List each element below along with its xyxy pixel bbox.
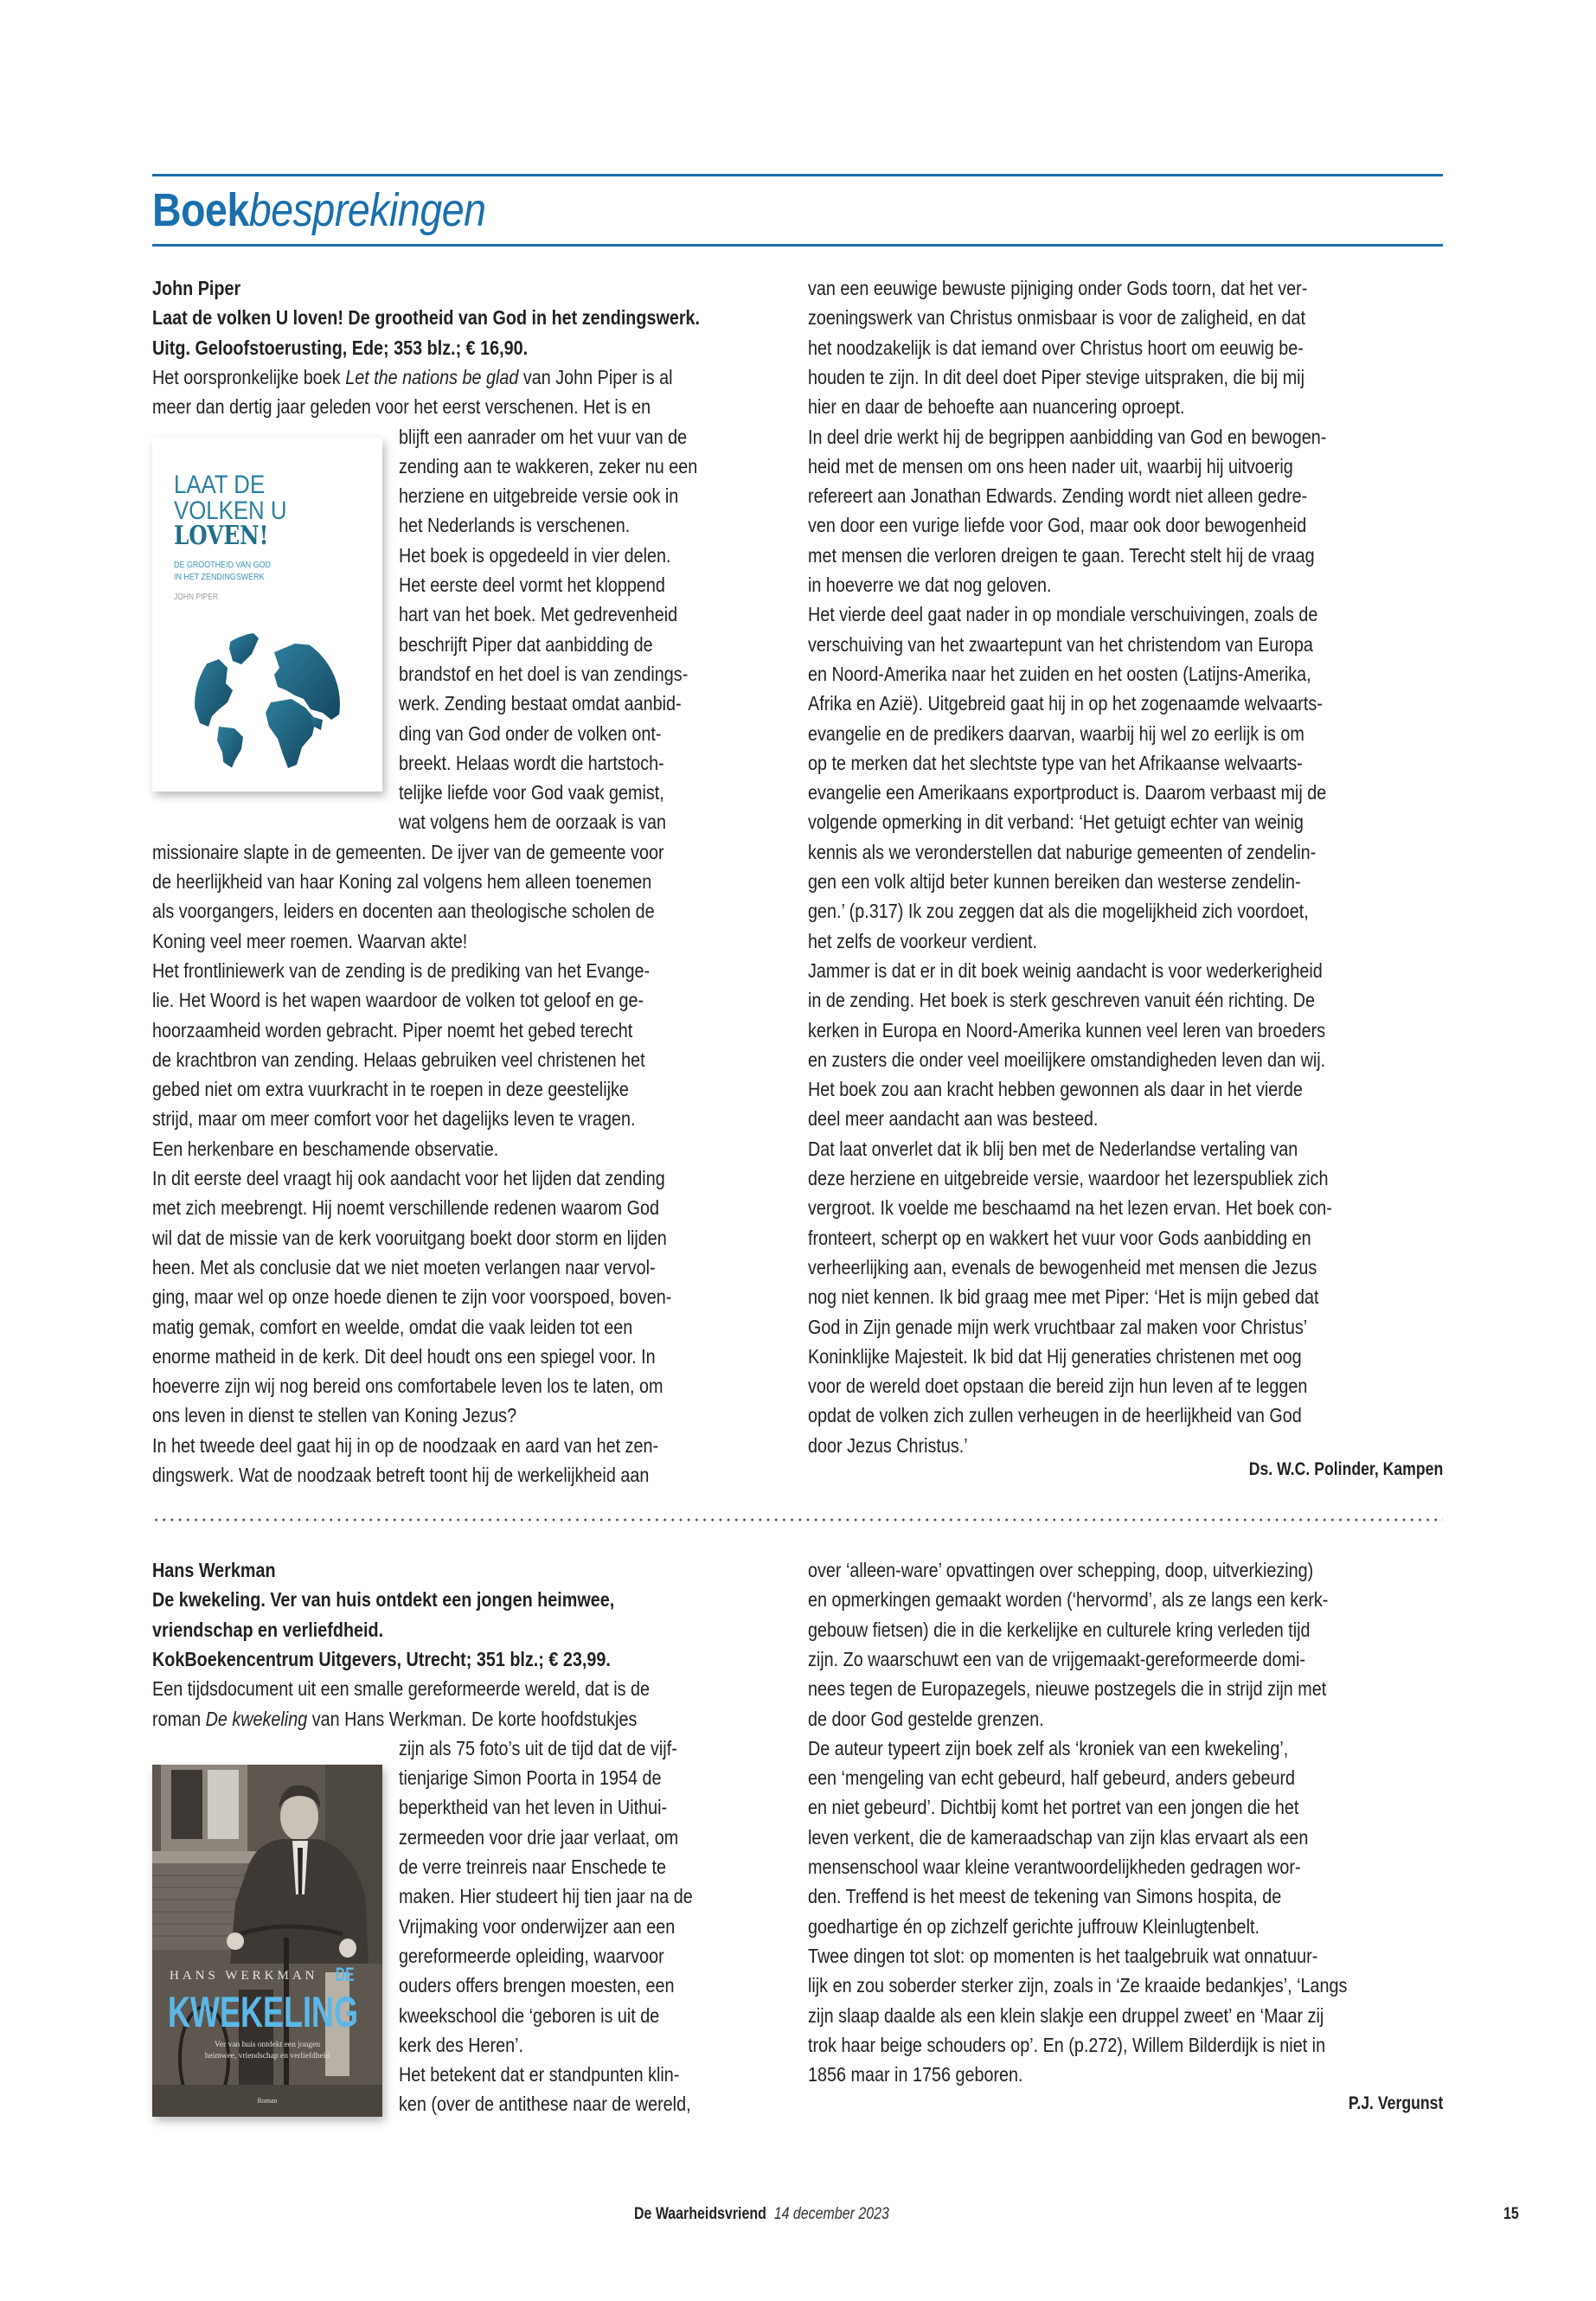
body-text-line: 1856 maar in 1756 geboren. — [808, 2063, 1023, 2086]
body-text-line: strijd, maar om meer comfort voor het dagelijks leven te vragen. — [152, 1107, 636, 1131]
body-text-line: wat volgens hem de oorzaak is van — [399, 811, 666, 834]
body-text-line: beperktheid van het leven in Uithui- — [399, 1796, 668, 1819]
publication-date: 14 december 2023 — [773, 2205, 889, 2223]
body-text-line: en zusters die onder veel moeilijkere omstandigheden leven dan wij. — [808, 1048, 1326, 1071]
body-text-line: Koninklijke Majesteit. Ik bid dat Hij generaties christenen met oog — [808, 1344, 1302, 1368]
body-text-line: het noodzakelijk is dat iemand over Christus hoort om eeuwig be- — [808, 336, 1304, 359]
header-top-rule — [152, 174, 1443, 176]
body-text-line: zijn. Zo waarschuwt een van de vrijgemaakt-gereformeerde domi- — [808, 1647, 1305, 1670]
body-text-line: deze herziene en uitgebreide versie, waardoor het lezerspubliek zich — [808, 1167, 1329, 1189]
body-text-line: kennis als we veronderstellen dat naburige gemeenten of zendelin- — [808, 840, 1317, 863]
body-text-line: Afrika en Azië). Uitgebreid gaat hij in op het zogenaamde welvaarts- — [808, 692, 1323, 715]
italic-book-title: De kwekeling — [205, 1707, 308, 1730]
book-cover-laat-de-volken — [152, 438, 382, 792]
body-text-line: enorme matheid in de kerk. Dit deel houdt ons een spiegel voor. In — [152, 1344, 656, 1368]
body-text-line: In deel drie werkt hij de begrippen aanbidding van God en bewogen- — [808, 425, 1327, 448]
cover-author: JOHN PIPER — [174, 593, 219, 602]
review-book-title: De kwekeling. Ver van huis ontdekt een jongen heimwee, — [152, 1588, 615, 1612]
body-text-line: leven verkent, die de kameraadschap van zijn klas ervaart als een — [808, 1825, 1309, 1849]
body-text-line: een ‘mengeling van echt gebeurd, half gebeurd, anders gebeurd — [808, 1766, 1296, 1790]
reviewer-signature: Ds. W.C. Polinder, Kampen — [1248, 1459, 1443, 1479]
body-text-line: hoorzaamheid worden gebracht. Piper noemt het gebed terecht — [152, 1018, 633, 1042]
body-text-line: In het tweede deel gaat hij in op de noodzaak en aard van het zen- — [152, 1433, 659, 1457]
body-text-line: werk. Zending bestaat omdat aanbid- — [399, 692, 682, 715]
body-text-line: telijke liefde voor God vaak gemist, — [399, 781, 664, 804]
body-text-line: Een tijdsdocument uit een smalle gereformeerde wereld, dat is de — [152, 1677, 651, 1701]
body-text-line: God in Zijn genade mijn werk vruchtbaar zal maken voor Christus’ — [808, 1315, 1308, 1338]
body-text-line: voor de wereld doet opstaan die bereid zijn hun leven af te leggen — [808, 1375, 1308, 1398]
cover-title-big: KWEKELING — [168, 1988, 358, 2036]
section-title-bold: Boek — [152, 184, 249, 236]
section-title-italic: besprekingen — [248, 184, 486, 236]
body-text-line: vergroot. Ik voelde me beschaamd na het lezen ervan. Het boek con- — [808, 1196, 1332, 1220]
body-text-line: lie. Het Woord is het wapen waardoor de volken tot geloof en ge- — [152, 989, 644, 1012]
body-text-line: beschrijft Piper dat aanbidding de — [399, 632, 653, 656]
cover-subtitle-line2: IN HET ZENDINGSWERK — [174, 572, 265, 582]
body-text-line: goedhartige én op zichzelf gerichte juffrouw Kleinlugtenbelt. — [808, 1914, 1259, 1938]
header-bottom-rule — [152, 244, 1443, 247]
body-text-line: ging, maar wel op onze hoede dienen te zijn voor voorspoed, boven- — [152, 1285, 672, 1309]
body-text-line: brandstof en het doel is van zendings- — [399, 662, 689, 685]
body-text-line: refereert aan Jonathan Edwards. Zending wordt niet alleen gedre- — [808, 484, 1308, 508]
globe-icon — [193, 630, 342, 779]
body-text-line: Het eerste deel vormt het kloppend — [399, 574, 665, 596]
body-text-line: van een eeuwige bewuste pijniging onder Gods toorn, dat het ver- — [808, 277, 1308, 299]
body-text-line: herziene en uitgebreide versie ook in — [399, 484, 679, 508]
body-text-line: fronteert, scherpt op en wakkert het vuur voor Gods aanbidding en — [808, 1226, 1311, 1249]
body-text-line: Het vierde deel gaat nader in op mondiale verschuivingen, zoals de — [808, 603, 1318, 626]
body-text-line: door Jezus Christus.’ — [808, 1433, 968, 1457]
body-text-line: zoeningswerk van Christus onmisbaar is voor de zaligheid, en dat — [808, 306, 1306, 330]
body-text-line: Het betekent dat er standpunten klin- — [399, 2063, 680, 2086]
body-text-line: meer dan dertig jaar geleden voor het eerst verschenen. Het is en — [152, 395, 651, 419]
body-text-line: hier en daar de behoefte aan nuancering oproept. — [808, 395, 1185, 419]
body-text-line: zijn slaap daalde als een klein slakje een druppel zweet’ en ‘Maar zij — [808, 2003, 1324, 2027]
body-text-line — [152, 1704, 637, 1734]
book-cover-de-kwekeling — [152, 1765, 382, 2117]
body-text-line: ken (over de antithese naar de wereld, — [399, 2093, 691, 2116]
cover-title-line3: LOVEN! — [174, 521, 269, 551]
body-text-line: blijft een aanrader om het vuur van de — [399, 425, 688, 448]
cover-subtitle-line1: Ver van huis ontdekt een jongen — [214, 2041, 321, 2049]
publication-name: De Waarheidsvriend — [634, 2205, 766, 2223]
body-text-line: verschuiving van het zwaartepunt van het christendom van Europa — [808, 632, 1313, 656]
body-text-line: Dat laat onverlet dat ik blij ben met de Nederlandse vertaling van — [808, 1137, 1298, 1160]
body-text-line: in de zending. Het boek is sterk geschreven vanuit één richting. De — [808, 989, 1316, 1012]
body-text-line: Het boek zou aan kracht hebben gewonnen als daar in het vierde — [808, 1078, 1303, 1101]
text-span: roman — [152, 1707, 206, 1730]
reviewer-signature: P.J. Vergunst — [1348, 2093, 1443, 2113]
body-text-line: ven door een vurige liefde voor God, maar ook door bewogenheid — [808, 514, 1307, 537]
body-text-line: en niet gebeurd’. Dichtbij komt het portret van een jongen die het — [808, 1796, 1299, 1819]
body-text-line: kerk des Heren’. — [399, 2033, 524, 2056]
body-text-line: als voorgangers, leiders en docenten aan theologische scholen de — [152, 900, 655, 923]
body-text-line: Het boek is opgedeeld in vier delen. — [399, 543, 671, 567]
body-text-line: Een herkenbare en beschamende observatie. — [152, 1137, 499, 1160]
body-text-line: kerken in Europa en Noord-Amerika kunnen veel leren van broeders — [808, 1018, 1326, 1042]
body-text-line: gen een volk altijd beter kunnen bereiken dan westerse zendelin- — [808, 870, 1301, 893]
review-author: Hans Werkman — [152, 1559, 276, 1581]
body-text-line: tienjarige Simon Poorta in 1954 de — [399, 1766, 662, 1790]
body-text-line: het zelfs de voorkeur verdient. — [808, 929, 1037, 952]
body-text-line: mensenschool waar kleine verantwoordelijkheden gedragen wor- — [808, 1856, 1301, 1878]
body-text-line — [152, 362, 672, 392]
text-span: van John Piper is al — [518, 365, 673, 388]
body-text-line: den. Treffend is het meest de tekening van Simons hospita, de — [808, 1885, 1282, 1908]
cover-author: HANS WERKMAN — [170, 1969, 318, 1983]
body-text-line: het Nederlands is verschenen. — [399, 514, 631, 537]
body-text-line: deel meer aandacht aan was besteed. — [808, 1107, 1099, 1131]
review-book-title: vriendschap en verliefdheid. — [152, 1618, 384, 1641]
cover-photo — [152, 1765, 382, 2117]
body-text-line: opdat de volken zich zullen verheugen in de heerlijkheid van God — [808, 1404, 1302, 1427]
body-text-line: houden te zijn. In dit deel doet Piper stevige uitspraken, die bij mij — [808, 365, 1304, 388]
cover-title-small: DE — [336, 1964, 355, 1985]
body-text-line: Jammer is dat er in dit boek weinig aandacht is voor wederkerigheid — [808, 958, 1323, 982]
body-text-line: de door God gestelde grenzen. — [808, 1707, 1044, 1730]
text-span: van Hans Werkman. De korte hoofdstukjes — [307, 1707, 638, 1730]
body-text-line: gen.’ (p.317) Ik zou zeggen dat als die mogelijkheid zich voordoet, — [808, 900, 1309, 923]
body-text-line: volgende opmerking in dit verband: ‘Het getuigt echter van weinig — [808, 811, 1304, 834]
review-separator-dotted — [152, 1518, 1443, 1522]
body-text-line: in hoeverre we dat nog geloven. — [808, 574, 1052, 596]
body-text-line: de verre treinreis naar Enschede te — [399, 1856, 666, 1878]
review-book-title: Laat de volken U loven! De grootheid van God in het zendingswerk. — [152, 306, 701, 330]
body-text-line: hoeverre zijn wij nog bereid ons comfortabele leven los te laten, om — [152, 1375, 663, 1398]
body-text-line: In dit eerste deel vraagt hij ook aandacht voor het lijden dat zending — [152, 1167, 665, 1189]
body-text-line: over ‘alleen-ware’ opvattingen over schepping, doop, uitverkiezing) — [808, 1559, 1314, 1581]
text-span: Het oorspronkelijke boek — [152, 365, 346, 388]
body-text-line: missionaire slapte in de gemeenten. De ijver van de gemeente voor — [152, 840, 664, 863]
body-text-line: nog niet kennen. Ik bid graag mee met Piper: ‘Het is mijn gebed dat — [808, 1285, 1319, 1309]
review-author: John Piper — [152, 277, 241, 299]
body-text-line: en Noord-Amerika naar het zuiden en het oosten (Latijns-Amerika, — [808, 662, 1311, 685]
body-text-line: heen. Met als conclusie dat we niet moeten verlangen naar vervol- — [152, 1255, 656, 1279]
body-text-line: en opmerkingen gemaakt worden (‘hervormd’, als ze langs een kerk- — [808, 1588, 1329, 1612]
review-publisher: Uitg. Geloofstoerusting, Ede; 353 blz.; € 16,90. — [152, 336, 529, 359]
body-text-line: Vrijmaking voor onderwijzer aan een — [399, 1914, 676, 1938]
body-text-line: de krachtbron van zending. Helaas gebruiken veel christenen het — [152, 1048, 645, 1071]
body-text-line: trok haar beige schouders op’. En (p.272), Willem Bilderdijk is niet in — [808, 2033, 1326, 2056]
body-text-line: breekt. Helaas wordt die hartstoch- — [399, 751, 664, 774]
body-text-line: De auteur typeert zijn boek zelf als ‘kroniek van een kwekeling’, — [808, 1736, 1289, 1759]
body-text-line: dingswerk. Wat de noodzaak betreft toont hij de werkelijkheid aan — [152, 1464, 650, 1486]
body-text-line: de heerlijkheid van haar Koning zal volgens hem alleen toenemen — [152, 870, 652, 893]
body-text-line: kweekschool die ‘geboren is uit de — [399, 2003, 660, 2027]
review-publisher: KokBoekencentrum Uitgevers, Utrecht; 351 blz.; € 23,99. — [152, 1647, 611, 1670]
body-text-line: ding van God onder de volken ont- — [399, 721, 662, 745]
body-text-line: zending aan te wakkeren, zeker nu een — [399, 454, 698, 478]
cover-subtitle — [152, 2040, 382, 2062]
footer-publication — [634, 2203, 889, 2226]
body-text-line: zijn als 75 foto’s uit de tijd dat de vijf- — [399, 1736, 677, 1759]
body-text-line: met zich meebrengt. Hij noemt verschillende redenen waarom God — [152, 1196, 659, 1220]
body-text-line: ouders offers brengen moesten, een — [399, 1974, 675, 1997]
cover-subtitle-line1: DE GROOTHEID VAN GOD — [174, 560, 271, 570]
body-text-line: Het frontliniewerk van de zending is de prediking van het Evange- — [152, 958, 651, 982]
body-text-line: wil dat de missie van de kerk vooruitgang boekt door storm en lijden — [152, 1226, 667, 1249]
body-text-line: lijk en zou soberder sterker zijn, zoals in ‘Ze kraaide bedankjes’, ‘Langs — [808, 1974, 1348, 1997]
body-text-line: met mensen die verloren dreigen te gaan. Terecht stelt hij de vraag — [808, 543, 1315, 567]
body-text-line: Koning veel meer roemen. Waarvan akte! — [152, 929, 468, 952]
body-text-line: ons leven in dienst te stellen van Koning Jezus? — [152, 1404, 517, 1427]
body-text-line: nees tegen de Europazegels, nieuwe postzegels die in strijd zijn met — [808, 1677, 1327, 1701]
body-text-line: maken. Hier studeert hij tien jaar na de — [399, 1885, 693, 1908]
cover-subtitle-line2: heimwee, vriendschap en verliefdheid — [204, 2052, 330, 2061]
body-text-line: evangelie en de predikers daarvan, waarbij hij wel zo eerlijk is om — [808, 721, 1304, 745]
body-text-line: Twee dingen tot slot: op momenten is het taalgebruik wat onnatuur- — [808, 1944, 1318, 1967]
body-text-line: gebed niet om extra vuurkracht in te roepen in deze geestelijke — [152, 1078, 629, 1101]
section-title — [152, 182, 486, 239]
body-text-line: matig gemak, comfort en weelde, omdat die vaak leiden tot een — [152, 1315, 633, 1338]
italic-book-title: Let the nations be glad — [345, 365, 519, 388]
body-text-line: evangelie een Amerikaans exportproduct is. Daarom verbaast mij de — [808, 781, 1327, 804]
body-text-line: gebouw fietsen) die in die kerkelijke en culturele kring verleden tijd — [808, 1618, 1311, 1641]
body-text-line: heid met de mensen om ons heen nader uit, waarbij hij uitvoerig — [808, 454, 1293, 478]
body-text-line: op te merken dat het slechtste type van het Afrikaanse welvaarts- — [808, 751, 1303, 774]
page-number: 15 — [1503, 2205, 1519, 2223]
body-text-line: gereformeerde opleiding, waarvoor — [399, 1944, 664, 1967]
cover-title-line1: LAAT DE — [174, 471, 266, 499]
cover-genre: Roman — [257, 2097, 278, 2105]
body-text-line: zermeeden voor drie jaar verlaat, om — [399, 1825, 679, 1849]
cover-title-line2: VOLKEN U — [174, 497, 287, 525]
body-text-line: verheerlijking aan, evenals de bewogenheid met mensen die Jezus — [808, 1255, 1317, 1279]
body-text-line: hart van het boek. Met gedrevenheid — [399, 603, 678, 626]
